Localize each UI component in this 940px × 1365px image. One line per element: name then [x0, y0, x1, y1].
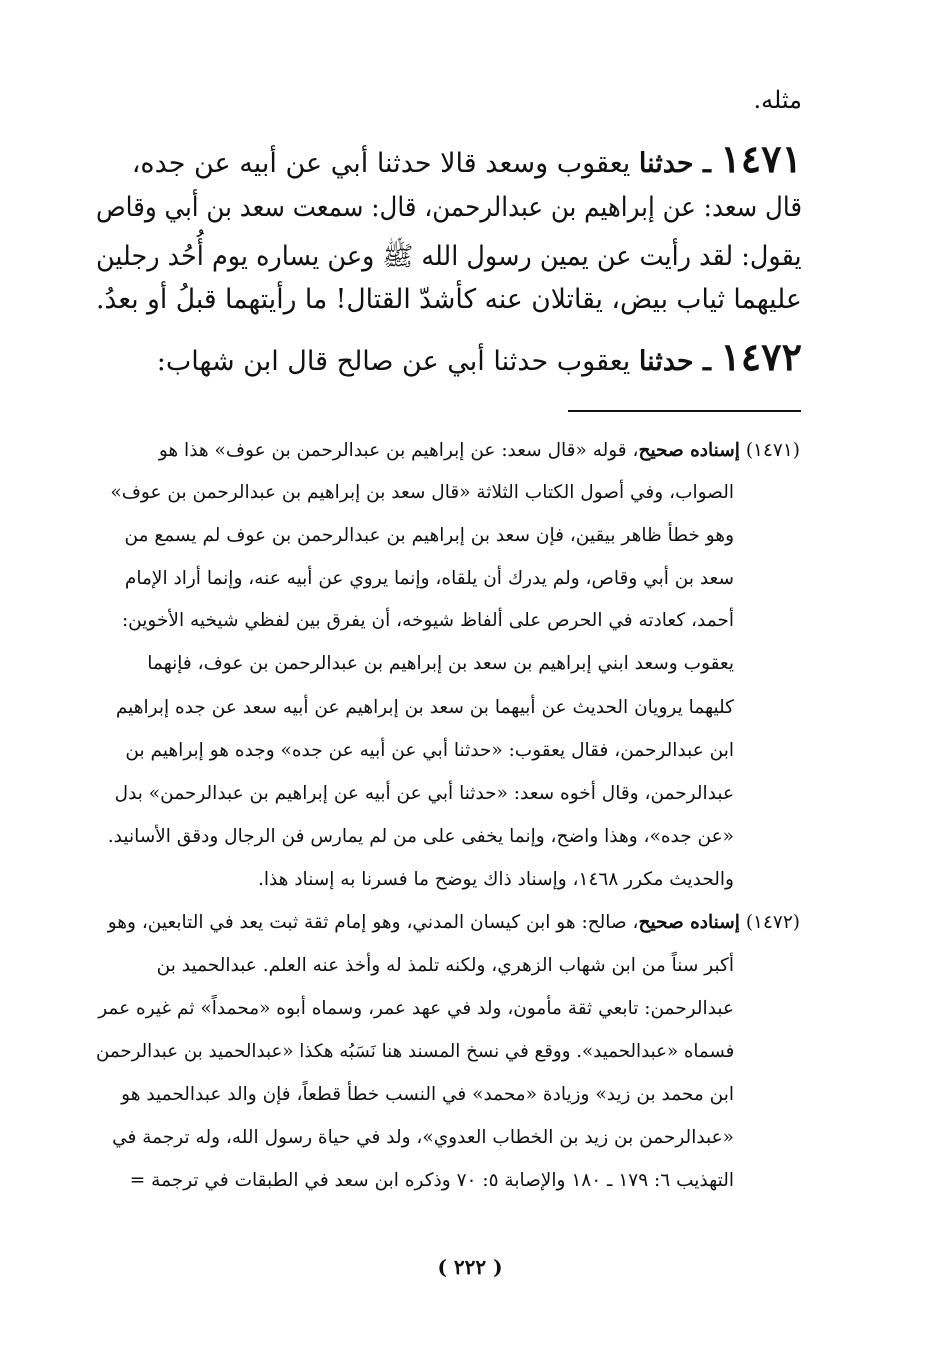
footnote-1471-line-10: «عن جده»، وهذا واضح، وإنما يخفى على من لم يمارس فن الرجال ودقق الأسانيد. — [107, 826, 734, 847]
footnote-ref: (١٤٧٢) — [745, 912, 800, 933]
footnote-1471-line-5: أحمد، كعادته في الحرص على ألفاظ شيوخه، أن يفرق بين لفظي شيخيه الأخوين: — [121, 610, 734, 631]
hadith-1472-line-1 — [157, 334, 802, 379]
page-number: ( ٢٢٢ ) — [437, 1255, 503, 1279]
footnote-1472-line-2: أكبر سناً من ابن شهاب الزهري، ولكنه تلمذ له وأخذ عنه العلم. عبدالحميد بن — [156, 955, 734, 976]
footnote-1471-line-3: وهو خطأ ظاهر بيقين، فإن سعد بن إبراهيم بن عبدالرحمن بن عوف لم يسمع من — [124, 525, 734, 546]
hadith-text: يعقوب وسعد قالا حدثنا أبي عن أبيه عن جده، — [131, 148, 639, 179]
footnote-1471-line-11: والحديث مكرر ١٤٦٨، وإسناد ذاك يوضح ما فسرنا به إسناد هذا. — [257, 869, 734, 890]
hadith-dash: ـ — [693, 148, 721, 179]
footnote-1471-line-7: كليهما يرويان الحديث عن أبيهما بن سعد بن إبراهيم عن أبيه سعد عن جده إبراهيم — [115, 697, 734, 718]
hadith-dash: ـ — [693, 346, 721, 377]
footnote-1471-line-9: عبدالرحمن، وقال أخوه سعد: «حدثنا أبي عن أبيه عن إبراهيم بن عبدالرحمن» بدل — [114, 783, 734, 804]
footnote-label: إسناده صحيح — [638, 440, 740, 461]
hadith-number: ١٤٧١ — [720, 136, 802, 181]
hadith-keyword: حدثنا — [638, 148, 694, 179]
hadith-1471-line-1 — [132, 136, 802, 181]
footnote-1472-line-1 — [108, 912, 800, 933]
hadith-1471-line-2: قال سعد: عن إبراهيم بن عبدالرحمن، قال: سمعت سعد بن أبي وقاص — [95, 192, 802, 223]
footnote-ref: (١٤٧١) — [745, 440, 800, 461]
footnote-separator — [568, 410, 801, 412]
footnote-text: ، صالح: هو ابن كيسان المدني، وهو إمام ثقة ثبت يعد في التابعين، وهو — [107, 912, 639, 933]
hadith-keyword: حدثنا — [638, 346, 694, 377]
footnote-1471-line-6: يعقوب وسعد ابني إبراهيم بن سعد بن إبراهيم بن عبدالرحمن بن عوف، فإنهما — [147, 653, 734, 674]
footnote-1472-line-6: «عبدالرحمن بن زيد بن الخطاب العدوي»، ولد في حياة رسول الله، وله ترجمة في — [112, 1127, 734, 1148]
hadith-number: ١٤٧٢ — [720, 334, 802, 379]
footnote-1472-line-3: عبدالرحمن: تابعي ثقة مأمون، ولد في عهد عمر، وسماه أبوه «محمداً» ثم غيره عمر — [98, 998, 734, 1019]
footnote-label: إسناده صحيح — [638, 912, 740, 933]
footnote-1471-line-1 — [159, 440, 800, 461]
footnote-text: ، قوله «قال سعد: عن إبراهيم بن عبدالرحمن بن عوف» هذا هو — [158, 440, 639, 461]
footnote-1471-line-8: ابن عبدالرحمن، فقال يعقوب: «حدثنا أبي عن أبيه عن جده» وجده هو إبراهيم بن — [125, 740, 734, 761]
footnote-1472-line-5: ابن محمد بن زيد» وزيادة «محمد» في النسب خطأ قطعاً، فإن والد عبدالحميد هو — [121, 1084, 734, 1105]
top-fragment: مثله. — [753, 86, 802, 114]
footnote-1472-line-7: التهذيب ٦: ١٧٩ ـ ١٨٠ والإصابة ٥: ٧٠ وذكره ابن سعد في الطبقات في ترجمة = — [129, 1170, 734, 1191]
hadith-text: يعقوب حدثنا أبي عن صالح قال ابن شهاب: — [156, 346, 639, 377]
footnote-1471-line-2: الصواب، وفي أصول الكتاب الثلاثة «قال سعد بن إبراهيم بن عبدالرحمن بن عوف» — [110, 482, 734, 503]
hadith-1471-line-4: عليهما ثياب بيض، يقاتلان عنه كأشدّ القتال! ما رأيتهما قبلُ أو بعدُ. — [96, 284, 802, 315]
footnote-1471-line-4: سعد بن أبي وقاص، ولم يدرك أن يلقاه، وإنما يروي عن أبيه عنه، وإنما أراد الإمام — [124, 568, 734, 589]
footnote-1472-line-4: فسماه «عبدالحميد». ووقع في نسخ المسند هنا نَسَبُه هكذا «عبدالحميد بن عبدالرحمن — [95, 1041, 734, 1062]
hadith-1471-line-3: يقول: لقد رأيت عن يمين رسول الله ﷺ وعن يساره يوم أُحُد رجلين — [96, 241, 802, 272]
